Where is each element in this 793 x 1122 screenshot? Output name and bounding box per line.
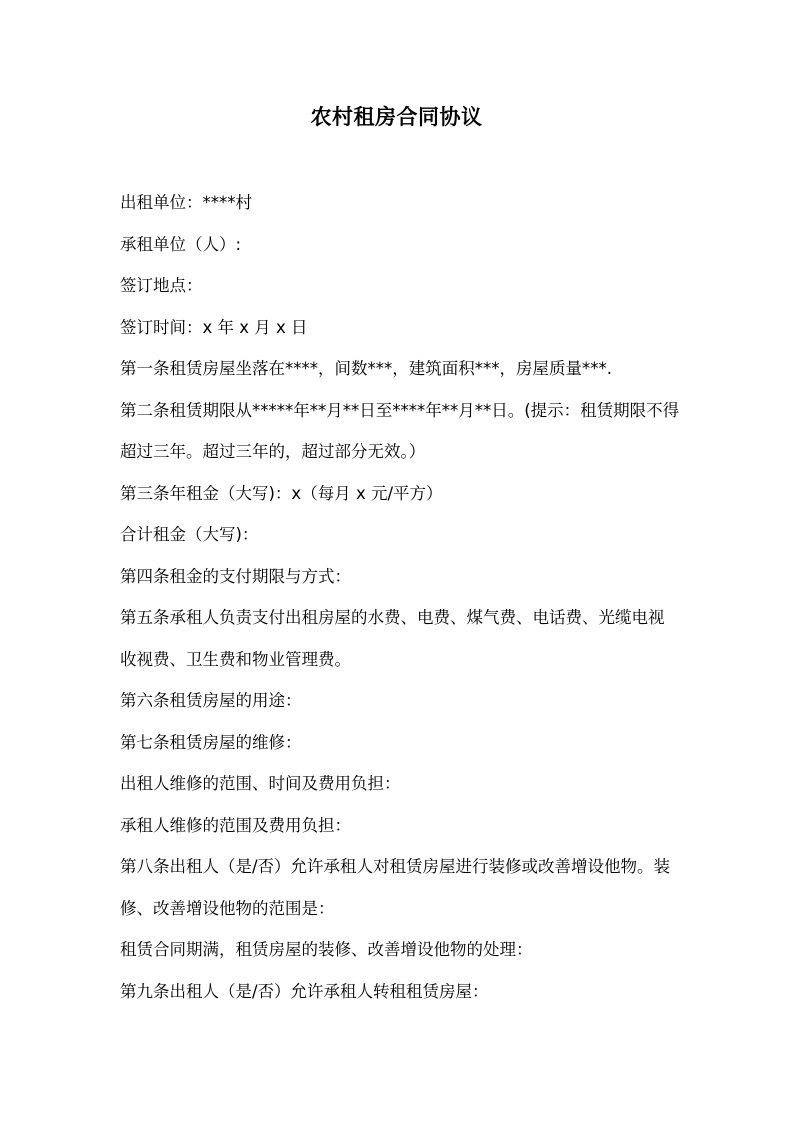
paragraph-lessor-repair: 出租人维修的范围、时间及费用负担： [120,774,401,793]
document-title: 农村租房合同协议 [310,105,483,129]
paragraph-expiry-handling: 租赁合同期满，租赁房屋的装修、改善增设他物的处理： [120,940,533,959]
paragraph-article-3: 第三条年租金（大写)：x（每月 x 元/平方） [120,483,443,503]
paragraph-article-5: 第五条承租人负责支付出租房屋的水费、电费、煤气费、电话费、光缆电视收视费、卫生费和物业管理费。 [120,608,665,669]
paragraph-total-rent: 合计租金（大写)： [120,525,259,544]
paragraph-lessee: 承租单位（人）: [120,234,242,254]
paragraph-article-2: 第二条租赁期限从*****年**月**日至****年**月**日。(提示：租赁期限不得超过三年。超过三年的，超过部分无效。） [120,400,680,461]
paragraph-article-4: 第四条租金的支付期限与方式： [120,566,351,586]
paragraph-article-1: 第一条租赁房屋坐落在****，间数***，建筑面积***，房屋质量***. [120,359,612,378]
paragraph-article-7: 第七条租赁房屋的维修： [120,732,302,752]
paragraph-article-6: 第六条租赁房屋的用途： [120,691,302,710]
paragraph-signing-time: 签订时间：x 年 x 月 x 日 [120,317,308,337]
paragraph-article-8: 第八条出租人（是/否）允许承租人对租赁房屋进行装修或改善增设他物。装修、改善增设他物的范围是： [120,857,671,918]
document-body [120,182,680,1012]
paragraph-article-9: 第九条出租人（是/否）允许承租人转租租赁房屋： [120,981,489,1001]
paragraph-lessor: 出租单位：****村 [120,193,252,212]
paragraph-lessee-repair: 承租人维修的范围及费用负担： [120,815,351,835]
paragraph-signing-place: 签订地点： [120,276,203,295]
